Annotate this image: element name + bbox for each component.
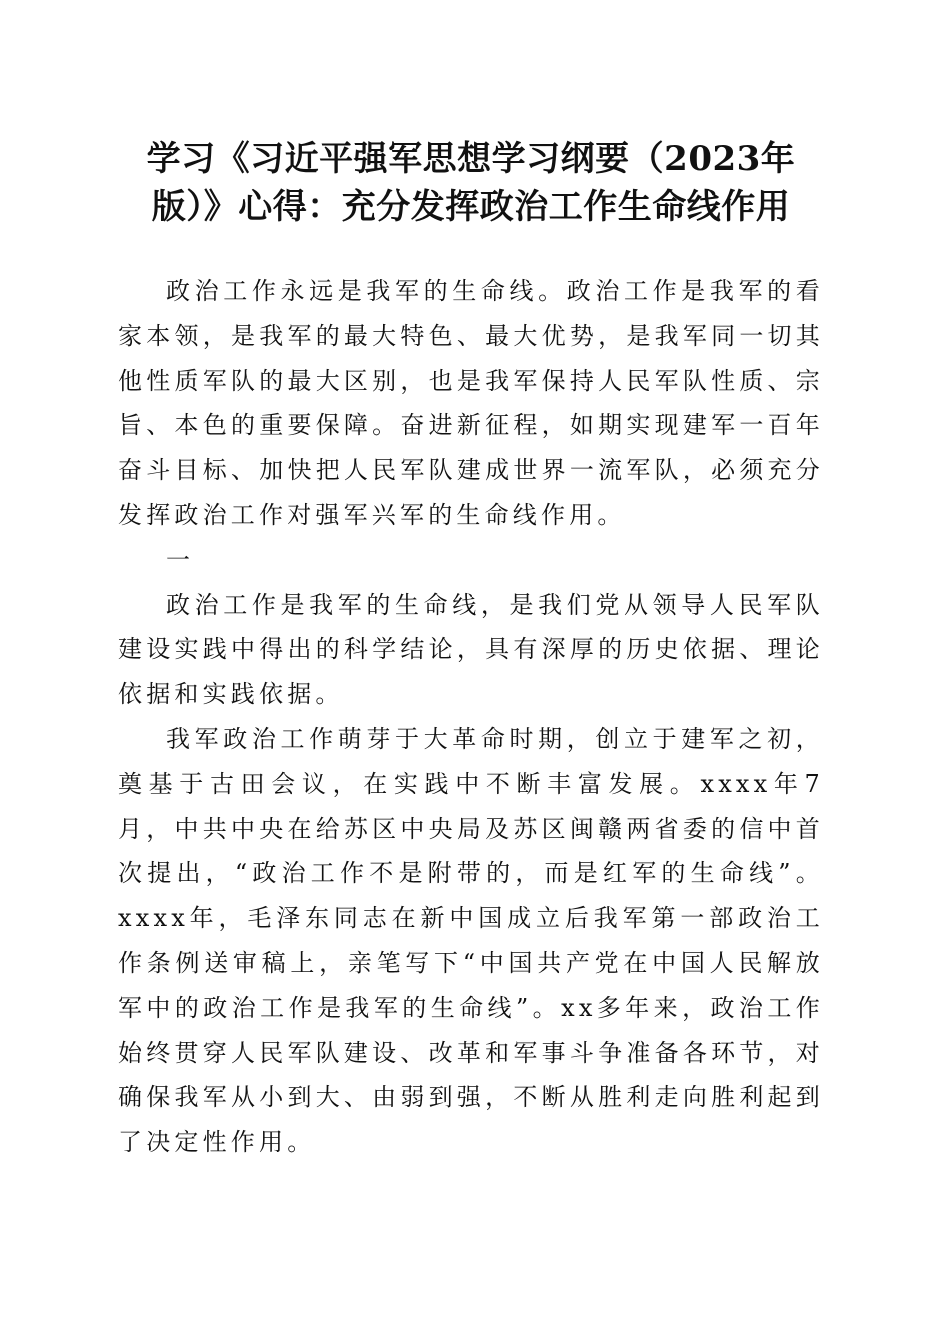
document-page [118, 135, 824, 1165]
paragraph-history: 我军政治工作萌芽于大革命时期，创立于建军之初，奠基于古田会议，在实践中不断丰富发展。xxxx年7月，中共中央在给苏区中央局及苏区闽赣两省委的信中首次提出，“政治工作不是附带的，而是红军的生命线”。xxxx年，毛泽东同志在新中国成立后我军第一部政治工作条例送审稿上，亲笔写下“中国共产党在中国人民解放军中的政治工作是我军的生命线”。xx多年来，政治工作始终贯穿人民军队建设、改革和军事斗争准备各环节，对确保我军从小到大、由弱到强，不断从胜利走向胜利起到了决定性作用。 [118, 724, 824, 1157]
paragraph-intro: 政治工作永远是我军的生命线。政治工作是我军的看家本领，是我军的最大特色、最大优势，是我军同一切其他性质军队的最大区别，也是我军保持人民军队性质、宗旨、本色的重要保障。奋进新征程，如期实现建军一百年奋斗目标、加快把人民军队建成世界一流军队，必须充分发挥政治工作对强军兴军的生命线作用。 [118, 277, 824, 529]
title-line-2: 版）》心得：充分发挥政治工作生命线作用 [151, 187, 791, 227]
title-line-1: 学习《习近平强军思想学习纲要（2023年 [146, 139, 796, 179]
document-title [118, 135, 824, 231]
section-number: 一 [166, 545, 190, 574]
document-body [118, 269, 824, 1165]
paragraph-lifeline-conclusion: 政治工作是我军的生命线，是我们党从领导人民军队建设实践中得出的科学结论，具有深厚的历史依据、理论依据和实践依据。 [118, 590, 824, 709]
